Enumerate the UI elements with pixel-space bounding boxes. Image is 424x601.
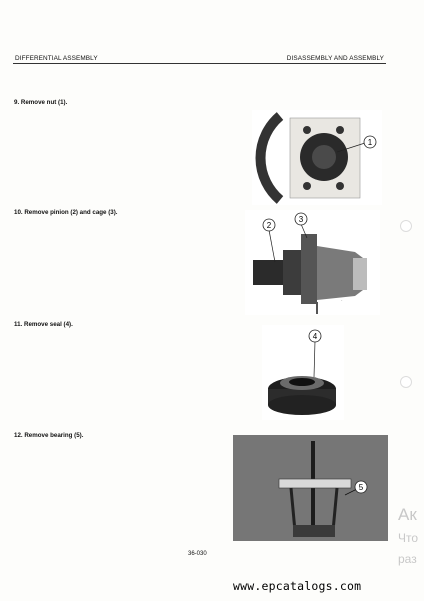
figure-remove-seal bbox=[262, 325, 344, 420]
figure-remove-pinion-cage bbox=[245, 210, 380, 315]
figure-remove-nut bbox=[252, 110, 382, 205]
header-rule bbox=[13, 63, 386, 64]
step-10-text: 10. Remove pinion (2) and cage (3). bbox=[14, 209, 118, 216]
step-11-text: 11. Remove seal (4). bbox=[14, 321, 73, 328]
overlay-text-1: Ак bbox=[398, 505, 417, 524]
section-title: DIFFERENTIAL ASSEMBLY bbox=[15, 55, 98, 62]
figure-remove-bearing bbox=[233, 435, 388, 541]
overlay-text-2: Что bbox=[398, 531, 419, 545]
callout-1-label: 1 bbox=[367, 138, 373, 147]
figure-stamp: · bbox=[341, 298, 343, 304]
step-9-text: 9. Remove nut (1). bbox=[14, 99, 68, 106]
callout-5-label: 5 bbox=[358, 483, 364, 492]
binder-hole bbox=[400, 220, 412, 232]
callout-2-label: 2 bbox=[266, 221, 272, 230]
site-watermark: www.epcatalogs.com bbox=[233, 579, 362, 593]
chapter-title: DISASSEMBLY AND ASSEMBLY bbox=[286, 55, 384, 62]
step-12-text: 12. Remove bearing (5). bbox=[14, 432, 84, 439]
page-number: 36-030 bbox=[188, 551, 207, 557]
binder-hole bbox=[400, 376, 412, 388]
callout-3-label: 3 bbox=[298, 215, 304, 224]
overlay-text-3: раз bbox=[398, 552, 417, 566]
callout-4-label: 4 bbox=[312, 332, 318, 341]
